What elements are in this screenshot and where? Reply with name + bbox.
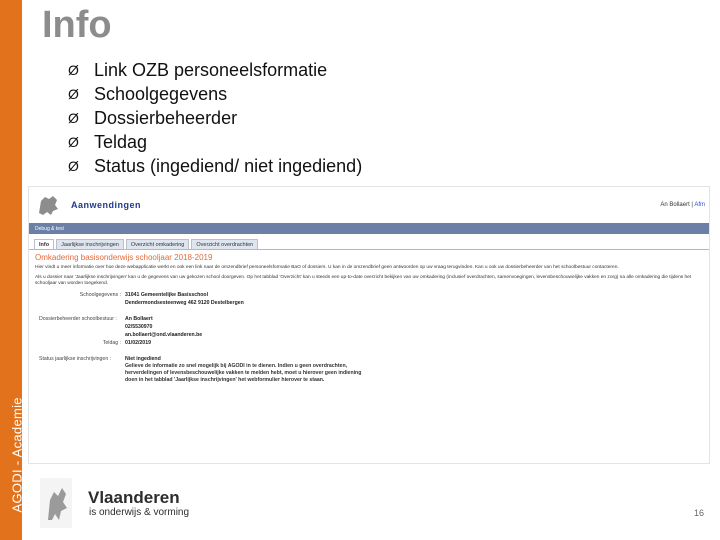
user-name: An Bollaert xyxy=(660,202,690,208)
tab-info[interactable]: Info xyxy=(34,239,54,249)
teldag-label: Teldag : xyxy=(102,340,121,346)
breadcrumb-bar xyxy=(29,223,709,234)
tab-bar xyxy=(29,234,709,250)
bullet-item xyxy=(68,106,362,130)
dossierbeheerder-label: Dossierbeheerder schoolbestuur : xyxy=(39,316,117,322)
status-value: Niet ingediend xyxy=(125,356,161,362)
bullet-item xyxy=(68,82,362,106)
bullet-item xyxy=(68,58,362,82)
arrow-bullet-icon: Ø xyxy=(68,134,79,150)
breadcrumb[interactable]: Debug & test xyxy=(35,225,64,232)
app-title: Aanwendingen xyxy=(71,200,142,210)
dossierbeheerder-row xyxy=(35,315,703,323)
arrow-bullet-icon: Ø xyxy=(68,110,79,126)
side-label xyxy=(0,0,25,540)
side-label-text: AGODI - Academie xyxy=(9,397,25,513)
bullet-item xyxy=(68,154,362,178)
dossierbeheerder-phone-row xyxy=(35,323,703,331)
status-note: Gelieve de informatie zo snel mogelijk bij AGODI in te dienen. Indien u geen overdrachten, herverdelingen of levensbeschouwelijke vakken te melden hebt, moet u hierover geen indiening doen in het tabblad 'Jaarlijkse inschrijvingen' het webformulier hierover te staan. xyxy=(125,363,362,383)
teldag-row xyxy=(35,339,703,347)
bullet-list xyxy=(68,58,362,178)
arrow-bullet-icon: Ø xyxy=(68,86,79,102)
bullet-text: Status (ingediend/ niet ingediend) xyxy=(94,155,363,176)
info-paragraph-1: Hier vindt u meer informatie over hoe deze webapplicatie werkt en ook een link naar de omzendbrief personeelsformatie BaO of dossiers. U kan in de omzendbrief geen antwoorden op uw vraag terugvinden. Kan u ook uw dossierbeheerder van het schoolbestuur contacteren. xyxy=(35,265,619,270)
bullet-text: Schoolgegevens xyxy=(94,83,228,104)
arrow-bullet-icon: Ø xyxy=(68,62,79,78)
school-address-row xyxy=(35,299,703,307)
brand-name: Vlaanderen xyxy=(88,488,180,507)
content-heading: Omkadering basisonderwijs schooljaar 2018-2019 xyxy=(35,253,213,262)
embedded-screenshot xyxy=(28,186,710,464)
status-row xyxy=(35,355,703,363)
dossierbeheerder-phone: 02/5530970 xyxy=(125,324,153,330)
tab-overzicht-overdrachten[interactable]: Overzicht overdrachten xyxy=(191,239,258,249)
schoolgegevens-row xyxy=(35,291,703,299)
tab-overzicht-omkadering[interactable]: Overzicht omkadering xyxy=(126,239,190,249)
logout-link[interactable]: Afm xyxy=(694,202,705,208)
slide-title: Info xyxy=(42,4,112,46)
schoolgegevens-label: Schoolgegevens : xyxy=(79,292,121,298)
vlaanderen-lion-logo-icon xyxy=(40,478,72,528)
page-number: 16 xyxy=(693,508,704,518)
bullet-text: Link OZB personeelsformatie xyxy=(94,59,328,80)
school-address: Dendermondsesteenweg 462 9120 Destelbergen xyxy=(125,300,244,306)
info-paragraph-2: Als u dossier naar 'Jaarlijkse inschrijvingen' kan u de gegevens van uw gekozen school doorgeven. Op het tabblad 'Overzicht' kan u steeds een up-to-date overzicht bekijken van uw omkadering (inclusief overdrachten, samenvoegingen, levensbeschouwelijke vakken en zorg) na alle omkadering die tijdens het schooljaar van worden toegekend. xyxy=(35,275,692,286)
dossierbeheerder-email[interactable]: an.bollaert@ond.vlaanderen.be xyxy=(125,332,203,338)
school-name: 31041 Gemeentelijke Basisschool xyxy=(125,292,209,298)
bullet-text: Teldag xyxy=(94,131,148,152)
tab-content xyxy=(29,250,709,387)
brand-tagline: is onderwijs & vorming xyxy=(89,507,190,518)
dossierbeheerder-email-row xyxy=(35,331,703,339)
dossierbeheerder-name: An Bollaert xyxy=(125,316,153,322)
status-label: Status jaarlijkse inschrijvingen : xyxy=(39,356,112,362)
bullet-item xyxy=(68,130,362,154)
arrow-bullet-icon: Ø xyxy=(68,158,79,174)
teldag-value: 01/02/2019 xyxy=(125,340,151,346)
tab-jaarlijkse-inschrijvingen[interactable]: Jaarlijkse inschrijvingen xyxy=(56,239,124,249)
app-header xyxy=(29,187,709,223)
bullet-text: Dossierbeheerder xyxy=(94,107,238,128)
user-info: An Bollaert | Afm xyxy=(660,202,705,208)
flemish-lion-logo-icon xyxy=(35,193,61,217)
